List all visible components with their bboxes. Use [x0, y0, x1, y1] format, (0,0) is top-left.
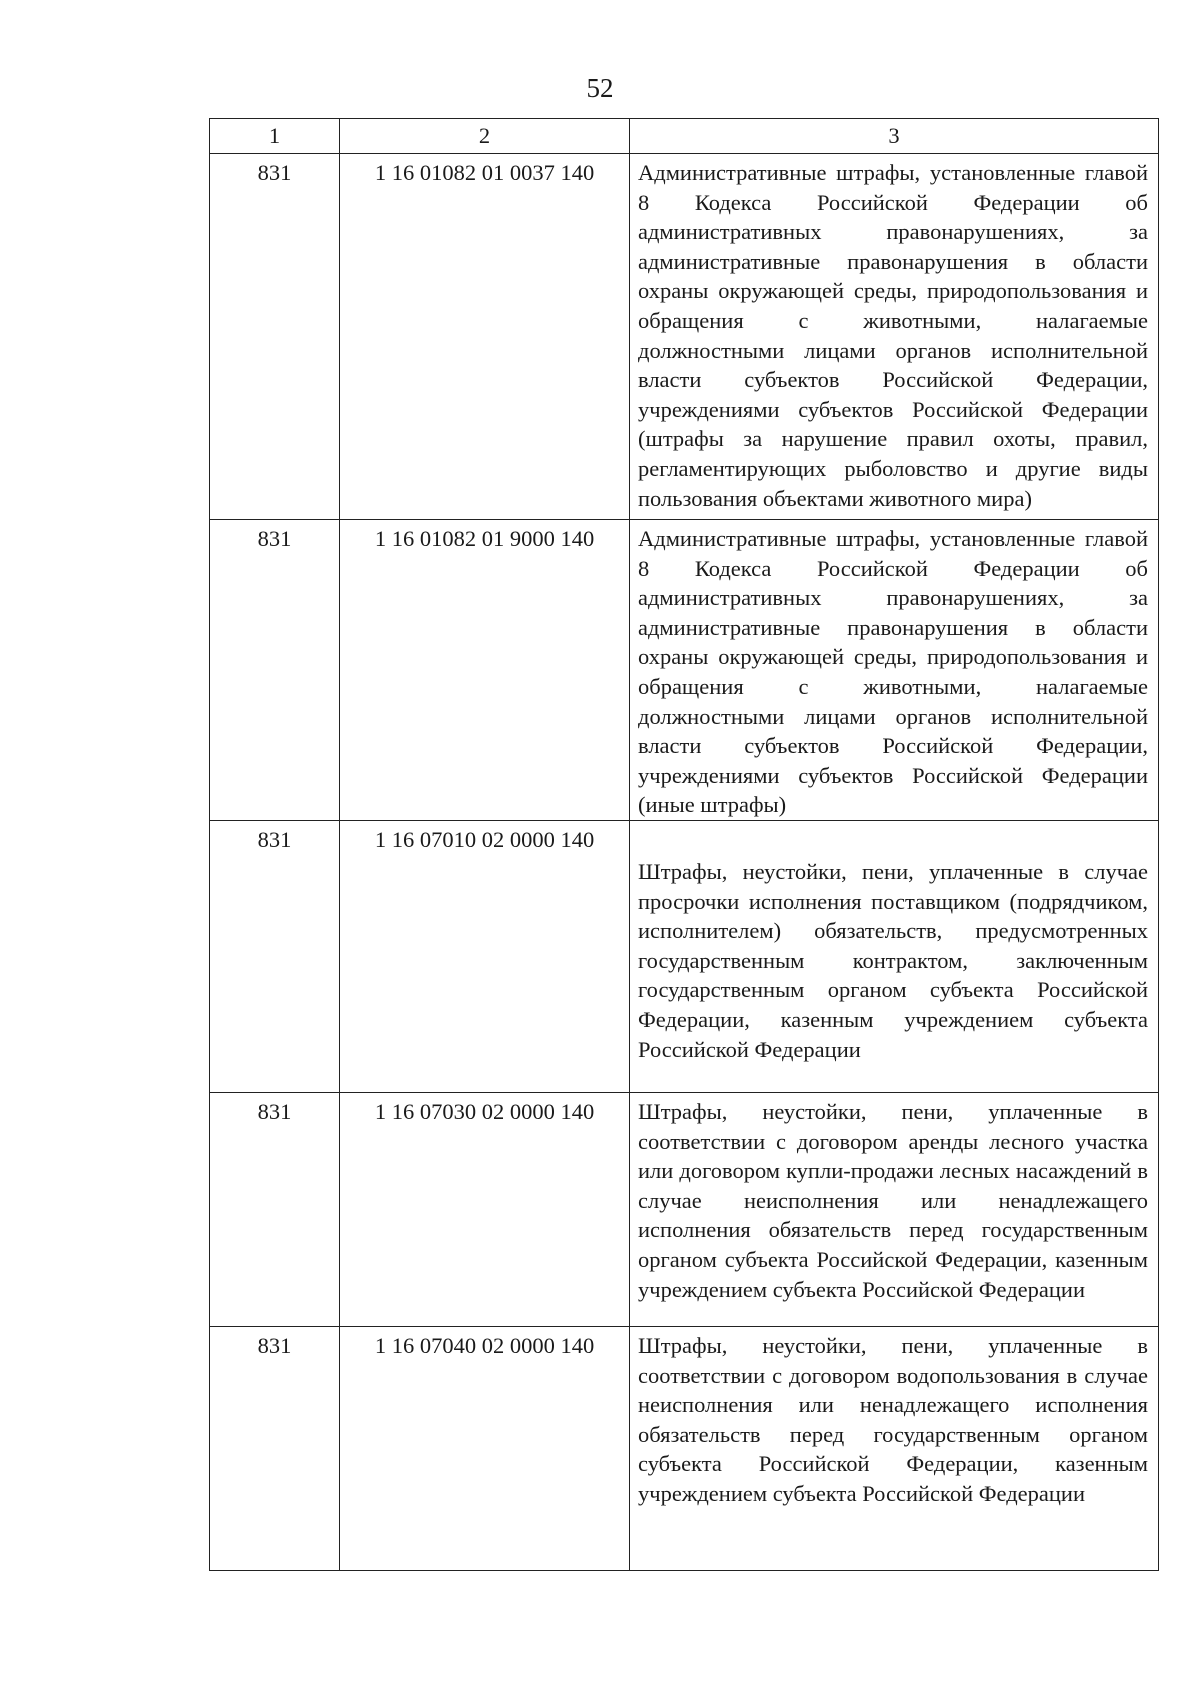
table-row — [210, 1092, 1159, 1326]
table-row — [210, 1326, 1159, 1570]
description-cell: Штрафы, неустойки, пени, уплаченные в случае просрочки исполнения поставщиком (подрядчиком, исполнителем) обязательств, предусмотренных государственным контрактом, заключенным государственным органом субъекта Российской Федерации, казенным учреждением субъекта Российской Федерации — [630, 820, 1159, 1092]
admin-code-cell: 831 — [210, 520, 340, 821]
column-header-2: 2 — [340, 119, 630, 154]
description-cell: Штрафы, неустойки, пени, уплаченные в соответствии с договором аренды лесного участка или договором купли-продажи лесных насаждений в случае неисполнения или ненадлежащего исполнения обязательств перед государственным органом субъекта Российской Федерации, казенным учреждением субъекта Российской Федерации — [630, 1092, 1159, 1326]
column-header-1: 1 — [210, 119, 340, 154]
column-header-3: 3 — [630, 119, 1159, 154]
kbk-code-cell: 1 16 01082 01 9000 140 — [340, 520, 630, 821]
description-cell: Административные штрафы, установленные главой 8 Кодекса Российской Федерации об административных правонарушениях, за административные правонарушения в области охраны окружающей среды, природопользования и обращения с животными, налагаемые должностными лицами органов исполнительной власти субъектов Российской Федерации, учреждениями субъектов Российской Федерации (штрафы за нарушение правил охоты, правил, регламентирующих рыболовство и другие виды пользования объектами животного мира) — [630, 154, 1159, 520]
revenue-codes-table — [209, 118, 1159, 1571]
kbk-code-cell: 1 16 07030 02 0000 140 — [340, 1092, 630, 1326]
kbk-code-cell: 1 16 07040 02 0000 140 — [340, 1326, 630, 1570]
description-cell: Штрафы, неустойки, пени, уплаченные в соответствии с договором водопользования в случае неисполнения или ненадлежащего исполнения обязательств перед государственным органом субъекта Российской Федерации, казенным учреждением субъекта Российской Федерации — [630, 1326, 1159, 1570]
table-row — [210, 820, 1159, 1092]
page-number: 52 — [586, 73, 614, 103]
table-header-row — [210, 119, 1159, 154]
admin-code-cell: 831 — [210, 820, 340, 1092]
description-cell: Административные штрафы, установленные главой 8 Кодекса Российской Федерации об административных правонарушениях, за административные правонарушения в области охраны окружающей среды, природопользования и обращения с животными, налагаемые должностными лицами органов исполнительной власти субъектов Российской Федерации, учреждениями субъектов Российской Федерации (иные штрафы) — [630, 520, 1159, 821]
kbk-code-cell: 1 16 07010 02 0000 140 — [340, 820, 630, 1092]
table-row — [210, 520, 1159, 821]
table-row — [210, 154, 1159, 520]
admin-code-cell: 831 — [210, 1326, 340, 1570]
admin-code-cell: 831 — [210, 1092, 340, 1326]
kbk-code-cell: 1 16 01082 01 0037 140 — [340, 154, 630, 520]
admin-code-cell: 831 — [210, 154, 340, 520]
